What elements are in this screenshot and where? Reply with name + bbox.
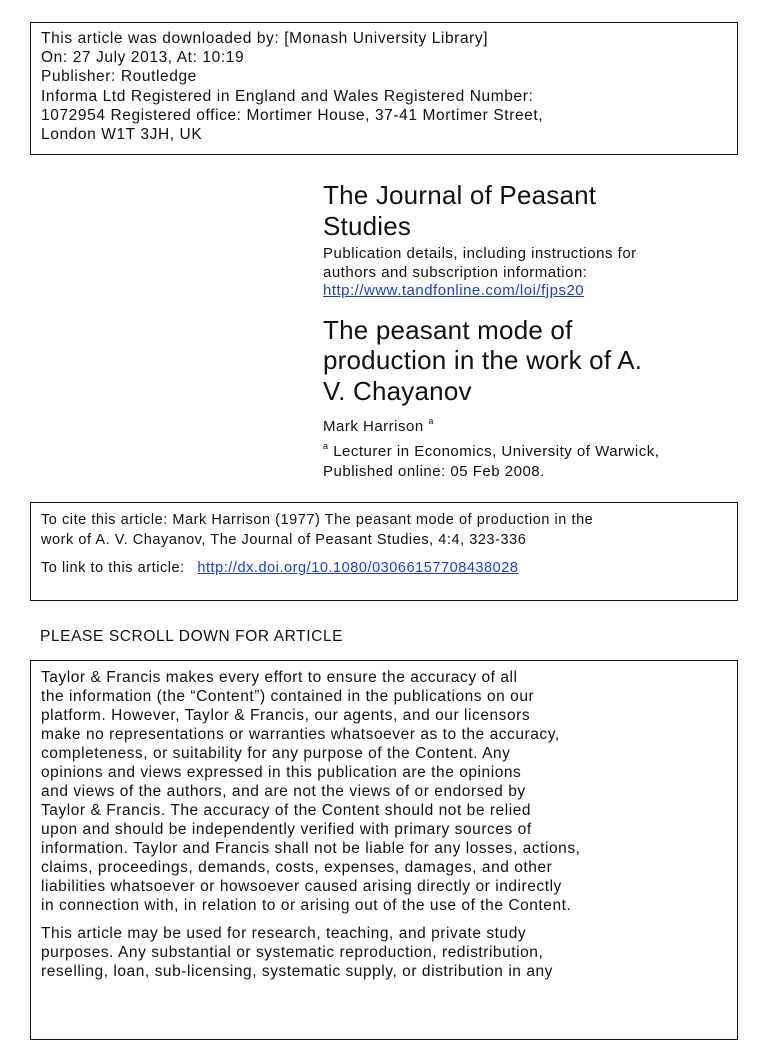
- author-line: [323, 418, 743, 436]
- disclaimer-line: in connection with, in relation to or arising out of the use of the Content.: [41, 897, 572, 914]
- disclaimer-line: claims, proceedings, demands, costs, expenses, damages, and other: [41, 859, 553, 876]
- affiliation: [323, 442, 743, 482]
- download-line: London W1T 3JH, UK: [41, 126, 203, 144]
- download-line: On: 27 July 2013, At: 10:19: [41, 49, 245, 67]
- article-link-label: To link to this article:: [41, 560, 185, 576]
- journal-url-link[interactable]: http://www.tandfonline.com/loi/fjps20: [323, 282, 585, 299]
- author-superscript: a: [428, 416, 434, 426]
- download-line: This article was downloaded by: [Monash University Library]: [41, 30, 489, 47]
- citation-box: [30, 502, 738, 601]
- affiliation-superscript: a: [323, 441, 329, 451]
- citation-line: work of A. V. Chayanov, The Journal of Peasant Studies, 4:4, 323-336: [41, 532, 527, 548]
- download-line: 1072954 Registered office: Mortimer House, 37-41 Mortimer Street,: [41, 106, 544, 124]
- disclaimer-line: the information (the “Content”) contained in the publications on our: [41, 688, 535, 705]
- disclaimer-line: Taylor & Francis. The accuracy of the Content should not be relied: [41, 802, 532, 819]
- citation-line: To cite this article: Mark Harrison (1977) The peasant mode of production in the: [41, 512, 594, 528]
- disclaimer-line: upon and should be independently verified with primary sources of: [41, 821, 532, 838]
- disclaimer-line: purposes. Any substantial or systematic reproduction, redistribution,: [41, 944, 544, 961]
- download-line: Informa Ltd Registered in England and Wales Registered Number:: [41, 87, 534, 105]
- disclaimer-paragraph: [41, 924, 727, 981]
- journal-info-block: [323, 180, 743, 482]
- disclaimer-line: information. Taylor and Francis shall not be liable for any losses, actions,: [41, 840, 581, 857]
- publication-details-line: authors and subscription information:: [323, 263, 588, 281]
- journal-title-line: Studies: [323, 211, 412, 241]
- disclaimer-line: completeness, or suitability for any purpose of the Content. Any: [41, 745, 511, 762]
- download-notice-box: [30, 22, 738, 155]
- disclaimer-line: This article may be used for research, teaching, and private study: [41, 925, 527, 942]
- article-title-line: V. Chayanov: [323, 375, 472, 406]
- disclaimer-line: reselling, loan, sub-licensing, systematic supply, or distribution in any: [41, 963, 553, 980]
- disclaimer-line: opinions and views expressed in this publication are the opinions: [41, 764, 522, 781]
- author-name: Mark Harrison: [323, 418, 424, 435]
- scroll-notice: PLEASE SCROLL DOWN FOR ARTICLE: [40, 628, 344, 645]
- article-title-line: The peasant mode of: [323, 314, 573, 345]
- disclaimer-paragraph: [41, 668, 727, 915]
- article-title: [323, 315, 743, 407]
- disclaimer-box: [30, 660, 738, 1040]
- disclaimer-line: liabilities whatsoever or howsoever caused arising directly or indirectly: [41, 878, 562, 895]
- published-date: Published online: 05 Feb 2008.: [323, 463, 545, 480]
- article-title-line: production in the work of A.: [323, 345, 643, 375]
- disclaimer-line: and views of the authors, and are not the views of or endorsed by: [41, 783, 526, 800]
- download-line: Publisher: Routledge: [41, 68, 197, 86]
- disclaimer-line: Taylor & Francis makes every effort to ensure the accuracy of all: [41, 669, 518, 686]
- journal-title: [323, 180, 743, 242]
- publication-details-line: Publication details, including instructions for: [323, 245, 637, 262]
- publication-details: [323, 245, 743, 301]
- disclaimer-line: make no representations or warranties whatsoever as to the accuracy,: [41, 726, 560, 743]
- doi-link[interactable]: http://dx.doi.org/10.1080/03066157708438028: [197, 560, 519, 576]
- article-link-line: [41, 558, 727, 578]
- journal-title-line: The Journal of Peasant: [323, 180, 597, 210]
- affiliation-text: Lecturer in Economics, University of Warwick,: [333, 443, 660, 460]
- disclaimer-line: platform. However, Taylor & Francis, our agents, and our licensors: [41, 707, 531, 724]
- affiliation-line: [323, 442, 743, 462]
